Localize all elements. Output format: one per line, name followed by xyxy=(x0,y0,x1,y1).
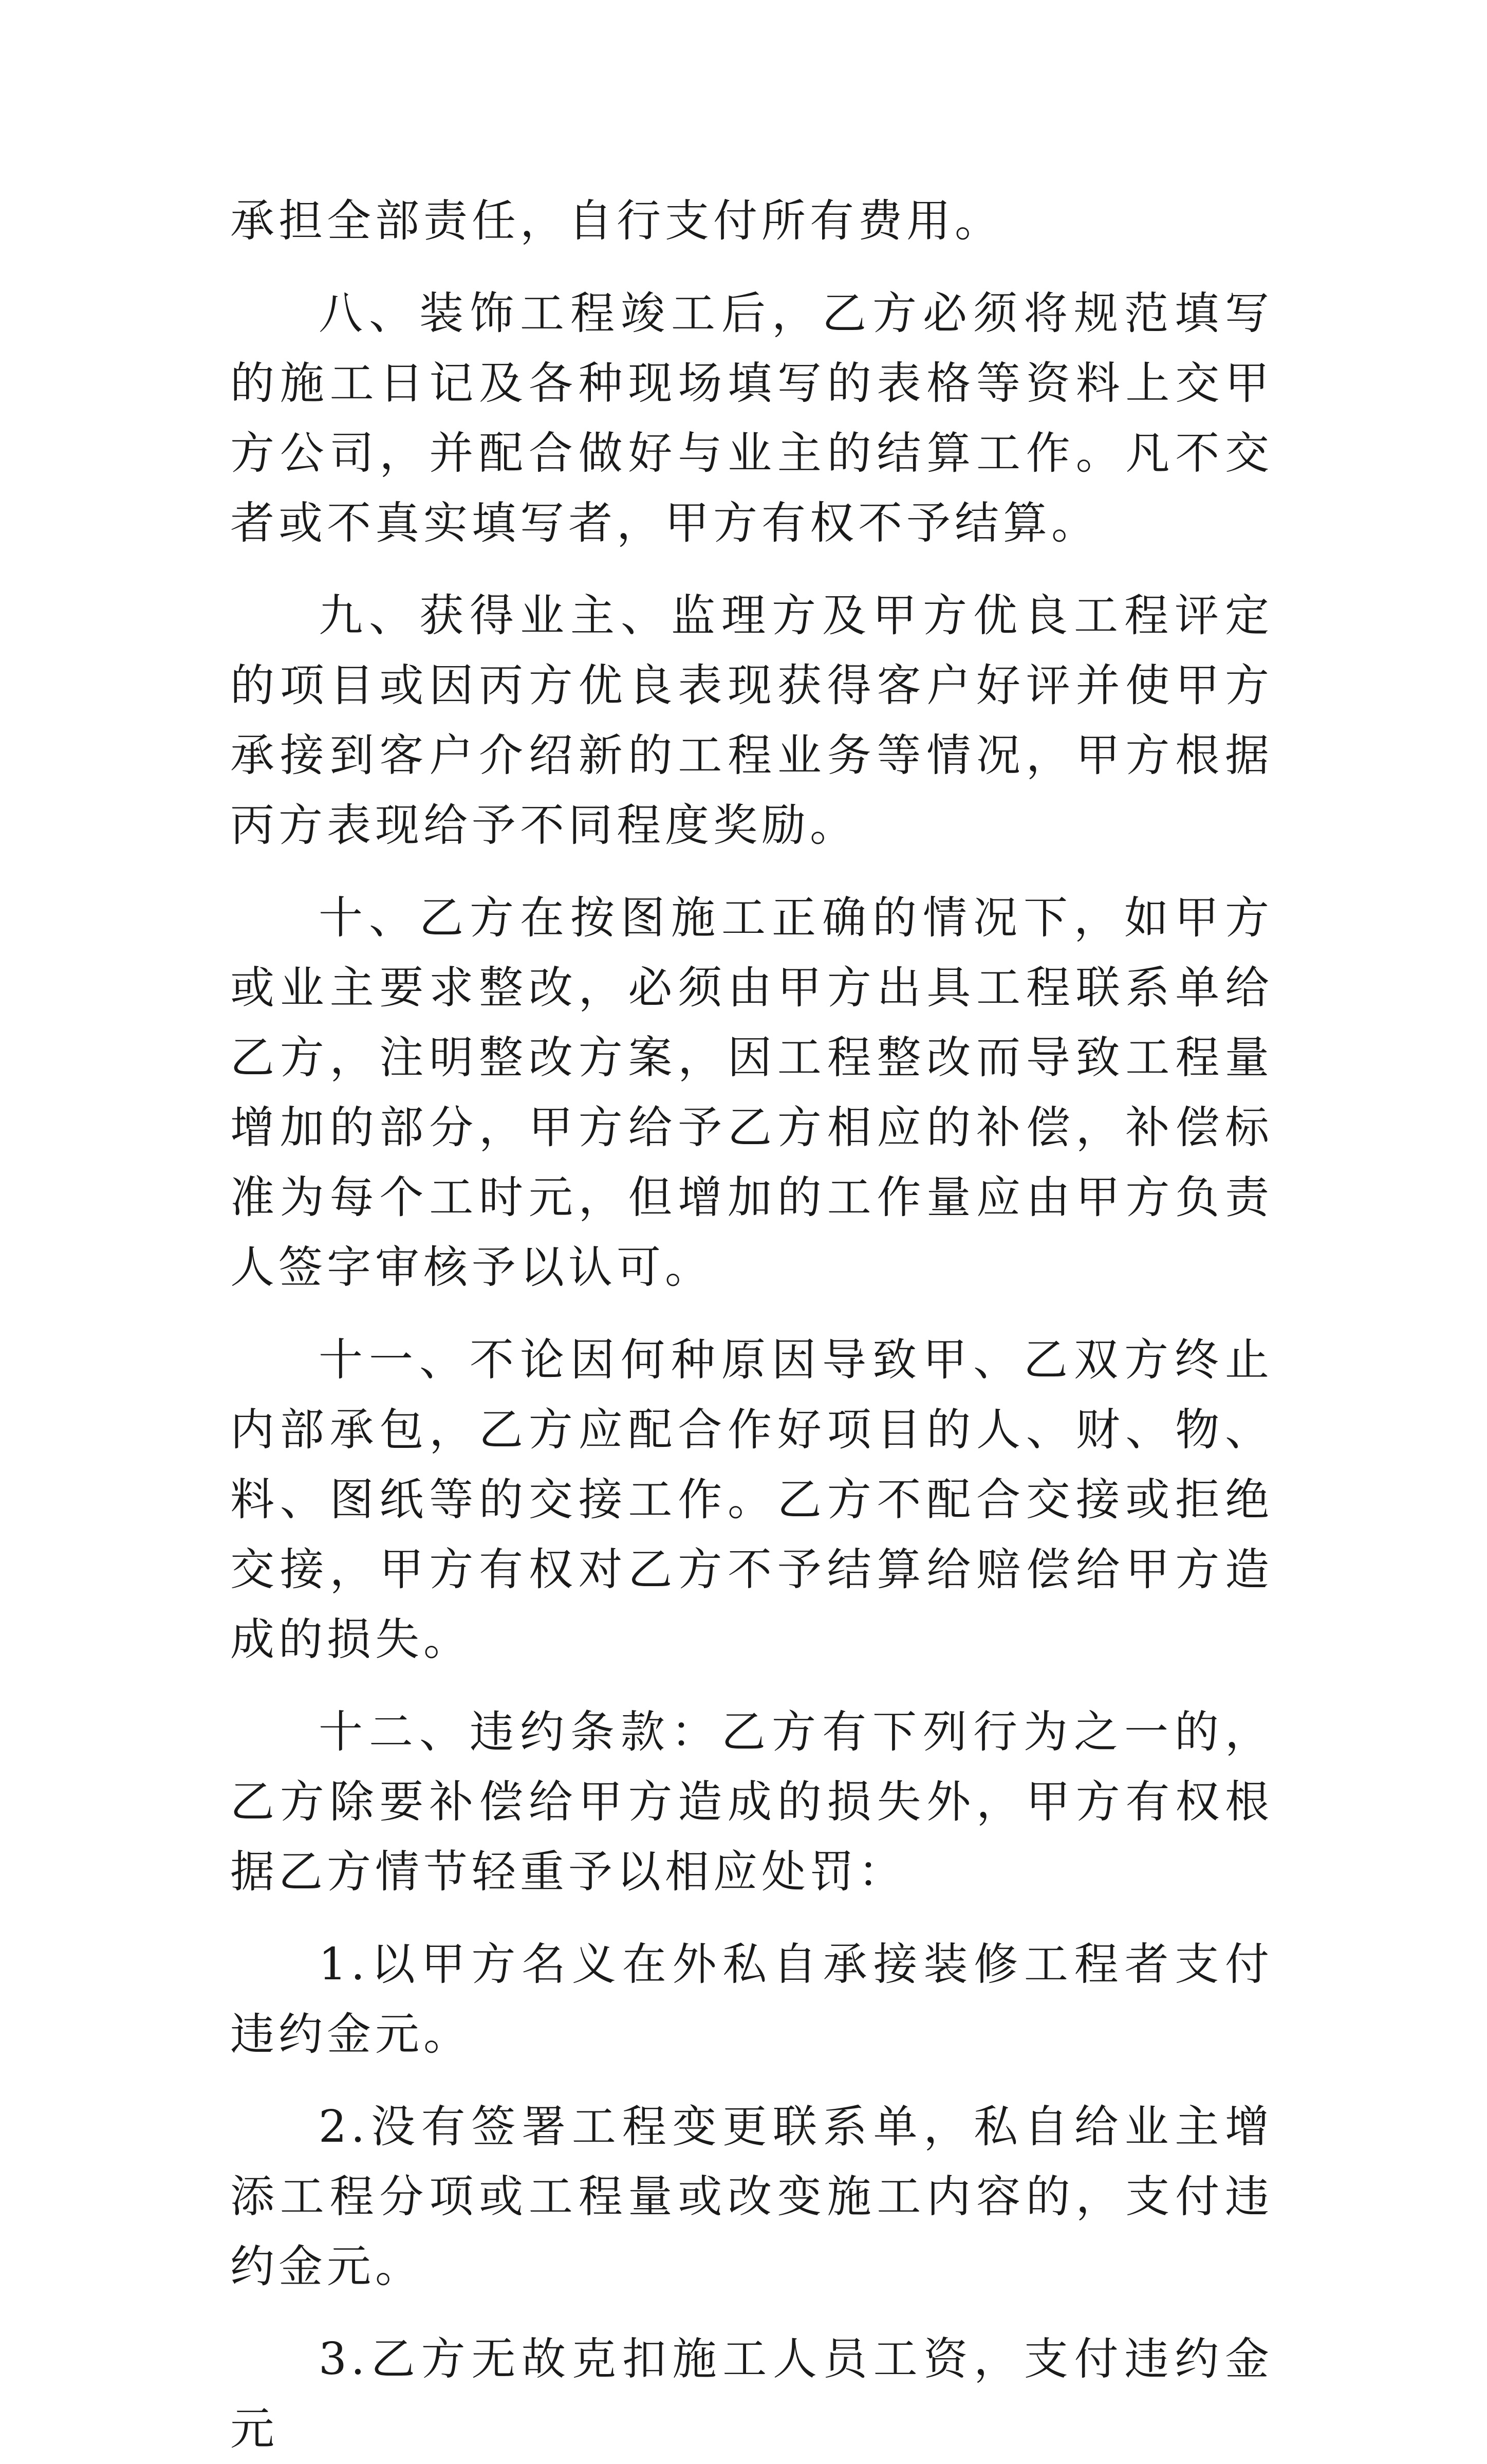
paragraph-clause-11: 十一、不论因何种原因导致甲、乙双方终止内部承包，乙方应配合作好项目的人、财、物、料、图纸等的交接工作。乙方不配合交接或拒绝交接，甲方有权对乙方不予结算给赔偿给甲方造成的损失。 xyxy=(230,1334,1273,1665)
paragraph-clause-9: 九、获得业主、监理方及甲方优良工程评定的项目或因丙方优良表现获得客户好评并使甲方承接到客户介绍新的工程业务等情况，甲方根据丙方表现给予不同程度奖励。 xyxy=(230,590,1273,851)
paragraph-item-2: 2.没有签署工程变更联系单，私自给业主增添工程分项或工程量或改变施工内容的，支付违约金元。 xyxy=(230,2101,1273,2292)
paragraph-clause-10: 十、乙方在按图施工正确的情况下，如甲方或业主要求整改，必须由甲方出具工程联系单给乙方，注明整改方案，因工程整改而导致工程量增加的部分，甲方给予乙方相应的补偿，补偿标准为每个工时元，但增加的工作量应由甲方负责人签字审核予以认可。 xyxy=(230,892,1273,1293)
document-page xyxy=(230,186,1273,2464)
paragraph-item-3: 3.乙方无故克扣施工人员工资，支付违约金元 xyxy=(230,2333,1273,2455)
paragraph-clause-8: 八、装饰工程竣工后，乙方必须将规范填写的施工日记及各种现场填写的表格等资料上交甲方公司，并配合做好与业主的结算工作。凡不交者或不真实填写者，甲方有权不予结算。 xyxy=(230,288,1273,549)
paragraph-continuation: 承担全部责任，自行支付所有费用。 xyxy=(230,195,1003,247)
paragraph-item-1: 1.以甲方名义在外私自承接装修工程者支付违约金元。 xyxy=(230,1939,1273,2060)
paragraph-clause-12: 十二、违约条款：乙方有下列行为之一的，乙方除要补偿给甲方造成的损失外，甲方有权根据乙方情节轻重予以相应处罚： xyxy=(230,1706,1273,1898)
